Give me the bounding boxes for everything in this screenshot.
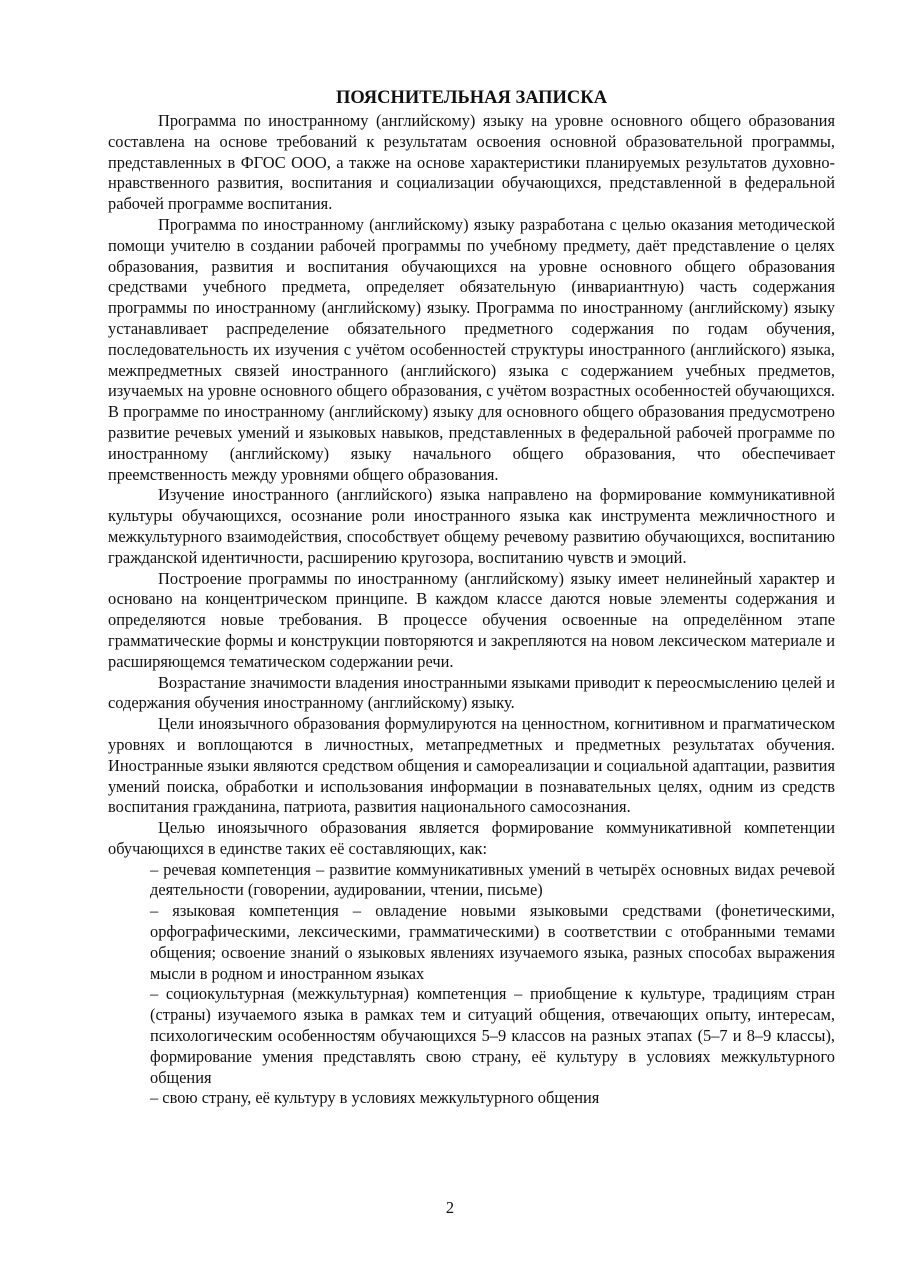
paragraph-program-purpose: Программа по иностранному (английскому) языку разработана с целью оказания методической помощи учителю в создании рабочей программы по учебному предмету, даёт представление о целях образования, развития и воспитания обучающихся на уровне основного общего образования средствами учебного предмета, определяет обязательную (инвариантную) часть содержания программы по иностранному (английскому) языку. Программа по иностранному (английскому) языку устанавливает распределение обязательного предметного содержания по годам обучения, последовательность их изучения с учётом особенностей структуры иностранного (английского) языка, межпредметных связей иностранного (английского) языка с содержанием учебных предметов, изучаемых на уровне основного общего образования, с учётом возрастных особенностей обучающихся. В программе по иностранному (английскому) языку для основного общего образования предусмотрено развитие речевых умений и языковых навыков, представленных в федеральной рабочей программе по иностранному (английскому) языку начального общего образования, что обеспечивает преемственность между уровнями общего образования. [108,214,835,484]
paragraph-significance: Возрастание значимости владения иностранными языками приводит к переосмыслению целей и содержания обучения иностранному (английскому) языку. [108,672,835,713]
paragraph-program-structure: Построение программы по иностранному (английскому) языку имеет нелинейный характер и основано на концентрическом принципе. В каждом классе даются новые элементы содержания и определяются новые требования. В процессе обучения освоенные на определённом этапе грамматические формы и конструкции повторяются и закрепляются на новом лексическом материале и расширяющемся тематическом содержании речи. [108,568,835,671]
document-title: ПОЯСНИТЕЛЬНАЯ ЗАПИСКА [335,88,608,108]
document-page [108,86,835,1109]
paragraph-competence-intro: Целью иноязычного образования является формирование коммуникативной компетенции обучающихся в единстве таких её составляющих, как: [108,818,835,858]
list-item-language-competence: – языковая компетенция – овладение новыми языковыми средствами (фонетическими, орфографическими, лексическими, грамматическими) в соответствии с отобранными темами общения; освоение знаний о языковых явлениях изучаемого языка, разных способах выражения мысли в родном и иностранном языках [150,901,835,983]
list-item-sociocultural-competence: – социокультурная (межкультурная) компетенция – приобщение к культуре, традициям стран (страны) изучаемого языка в рамках тем и ситуаций общения, отвечающих опыту, интересам, психологическим особенностям обучающихся 5–9 классов на разных этапах (5–7 и 8–9 классы), формирование умения представлять свою страну, её культуру в условиях межкультурного общения [150,984,835,1087]
paragraph-program-basis: Программа по иностранному (английскому) языку на уровне основного общего образования составлена на основе требований к результатам освоения основной образовательной программы, представленных в ФГОС ООО, а также на основе характеристики планируемых результатов духовно-нравственного развития, воспитания и социализации обучающихся, представленной в федеральной рабочей программе воспитания. [108,111,835,214]
list-item-own-country: – свою страну, её культуру в условиях межкультурного общения [150,1088,600,1108]
paragraph-goals: Цели иноязычного образования формулируются на ценностном, когнитивном и прагматическом уровнях и воплощаются в личностных, метапредметных и предметных результатах обучения. Иностранные языки являются средством общения и самореализации и социальной адаптации, развития умений поиска, обработки и использования информации в познавательных целях, одним из средств воспитания гражданина, патриота, развития национального самосознания. [108,714,835,817]
list-item-speech-competence: – речевая компетенция – развитие коммуникативных умений в четырёх основных видах речевой деятельности (говорении, аудировании, чтении, письме) [150,859,835,900]
page-number: 2 [445,1198,455,1217]
paragraph-study-direction: Изучение иностранного (английского) языка направлено на формирование коммуникативной культуры обучающихся, осознание роли иностранного языка как инструмента межличностного и межкультурного взаимодействия, способствует общему речевому развитию обучающихся, воспитанию гражданской идентичности, расширению кругозора, воспитанию чувств и эмоций. [108,485,835,567]
competence-list [108,860,835,1110]
